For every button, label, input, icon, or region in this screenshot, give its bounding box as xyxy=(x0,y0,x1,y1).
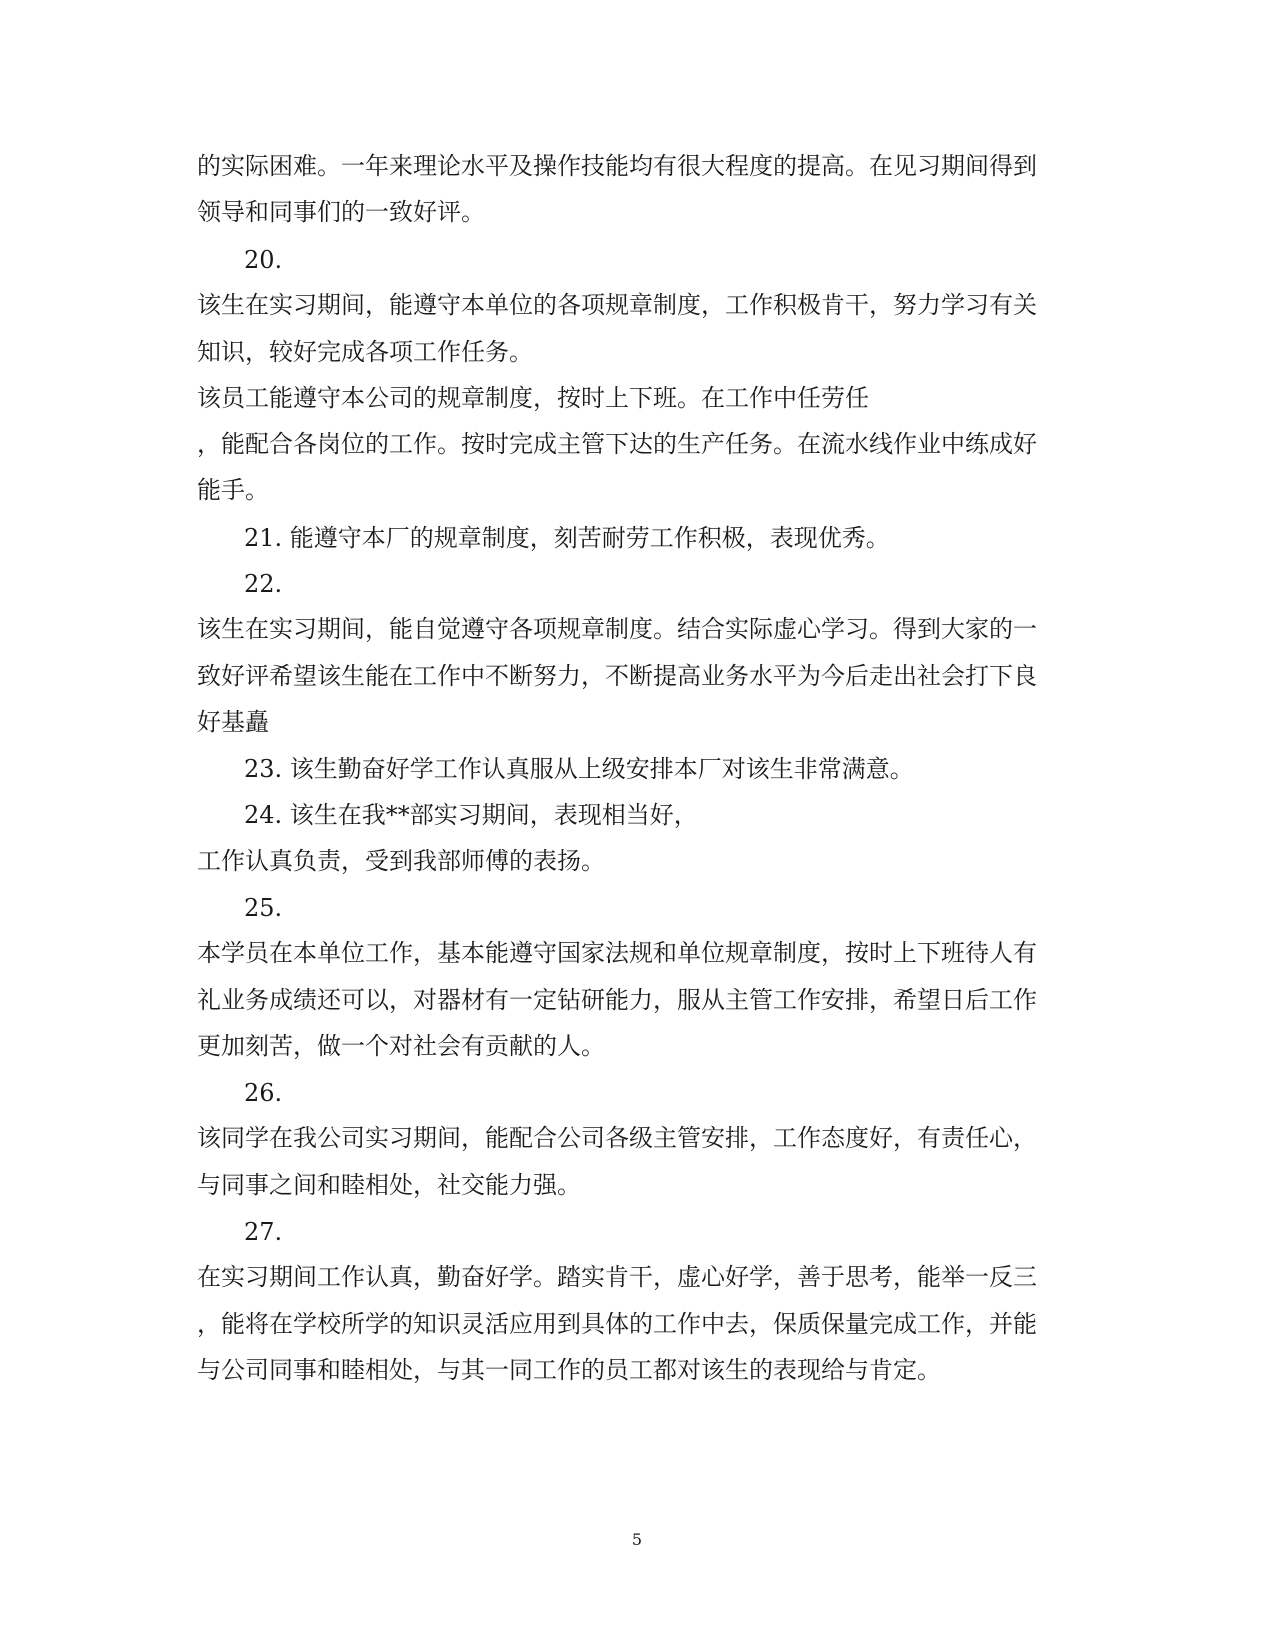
text-line: 本学员在本单位工作，基本能遵守国家法规和单位规章制度，按时上下班待人有 xyxy=(197,939,1037,967)
text-line: 的实际困难。一年来理论水平及操作技能均有很大程度的提高。在见习期间得到 xyxy=(197,152,1037,180)
text-line: 礼业务成绩还可以，对器材有一定钻研能力，服从主管工作安排，希望日后工作 xyxy=(197,986,1037,1014)
page-number: 5 xyxy=(631,1530,643,1549)
item-number: 20. xyxy=(244,246,283,274)
text-line: 更加刻苦，做一个对社会有贡献的人。 xyxy=(197,1032,605,1060)
numbered-item: 23. 该生勤奋好学工作认真服从上级安排本厂对该生非常满意。 xyxy=(244,755,914,783)
text-line: 该生在实习期间，能自觉遵守各项规章制度。结合实际虚心学习。得到大家的一 xyxy=(197,615,1037,643)
text-line: 致好评希望该生能在工作中不断努力，不断提高业务水平为今后走出社会打下良 xyxy=(197,662,1037,690)
item-number: 22. xyxy=(244,570,283,598)
numbered-item: 21. 能遵守本厂的规章制度，刻苦耐劳工作积极，表现优秀。 xyxy=(244,524,890,552)
text-line: ，能将在学校所学的知识灵活应用到具体的工作中去，保质保量完成工作，并能 xyxy=(197,1310,1037,1338)
text-line: 与同事之间和睦相处，社交能力强。 xyxy=(197,1171,581,1199)
text-line: 在实习期间工作认真，勤奋好学。踏实肯干，虚心好学，善于思考，能举一反三 xyxy=(197,1263,1037,1291)
numbered-item: 24. 该生在我**部实习期间，表现相当好， xyxy=(244,801,698,829)
text-line: ，能配合各岗位的工作。按时完成主管下达的生产任务。在流水线作业中练成好 xyxy=(197,430,1037,458)
text-line: 领导和同事们的一致好评。 xyxy=(197,198,485,226)
text-line: 工作认真负责，受到我部师傅的表扬。 xyxy=(197,847,605,875)
item-number: 26. xyxy=(244,1079,283,1107)
text-line: 该生在实习期间，能遵守本单位的各项规章制度，工作积极肯干，努力学习有关 xyxy=(197,291,1037,319)
text-line: 能手。 xyxy=(197,476,269,504)
text-line: 该同学在我公司实习期间，能配合公司各级主管安排，工作态度好，有责任心， xyxy=(197,1124,1037,1152)
text-line: 知识，较好完成各项工作任务。 xyxy=(197,338,533,366)
item-number: 27. xyxy=(244,1218,283,1246)
text-line: 该员工能遵守本公司的规章制度，按时上下班。在工作中任劳任 xyxy=(197,384,869,412)
item-number: 25. xyxy=(244,894,283,922)
text-line: 好基矗 xyxy=(197,708,269,736)
text-line: 与公司同事和睦相处，与其一同工作的员工都对该生的表现给与肯定。 xyxy=(197,1356,941,1384)
